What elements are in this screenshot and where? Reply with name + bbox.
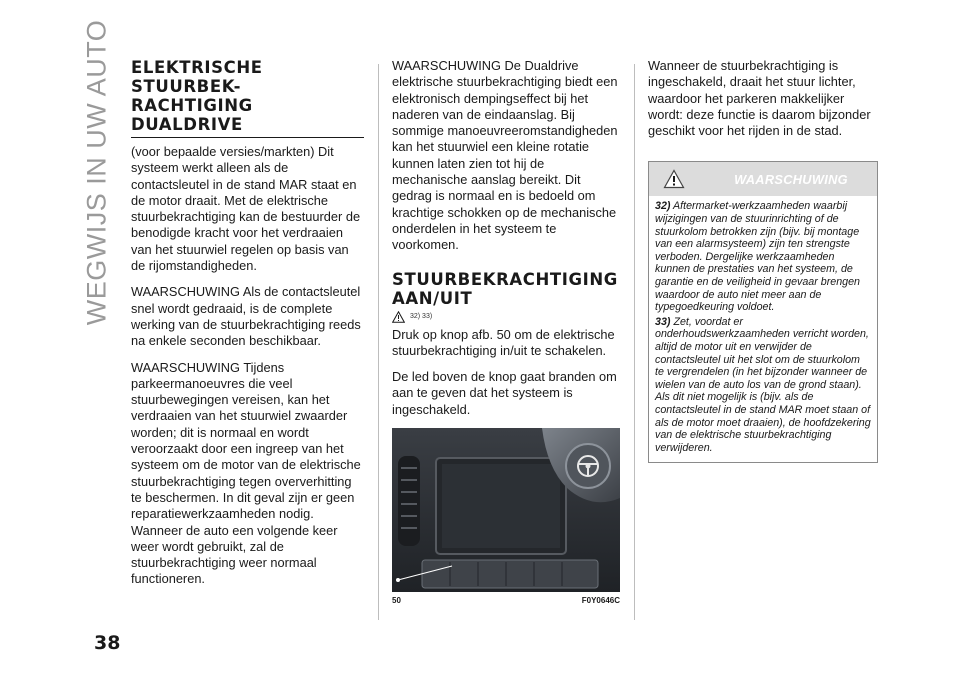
warning-item-number: 33) [655, 315, 671, 328]
paragraph: (voor bepaalde versies/markten) Dit systeem werkt alleen als de contactsleutel in de stand MAR staat en de motor draait. Met de elektrische stuurbekrachtiging kan de bestuurder de benodigde kracht voor het verdraaien van het stuurwiel regelen op basis van de rijomstandigheden. [131, 144, 361, 274]
side-tab-label: WEGWIJS IN UW AUTO [81, 19, 112, 326]
warning-item [655, 200, 871, 313]
figure-number: 50 [392, 596, 401, 606]
warning-item-text: Aftermarket-werkzaamheden waarbij wijzigingen van de stuurinrichting of de stuurkolom betrokken zijn (bijv. bij montage van een alarmsysteem) zijn ten strengste verboden. Dergelijke werkzaamheden kunnen de prestaties van het systeem, de garantie en de veiligheid in gevaar brengen waardoor de auto niet meer aan de typegoedkeuring voldoet. [655, 200, 860, 314]
reference-numbers: 32) 33) [410, 313, 433, 321]
figure-code: F0Y0646C [581, 596, 620, 606]
paragraph: WAARSCHUWING Als de contactsleutel snel wordt gedraaid, is de complete werking van de stuurbekrachtiging reeds na enkele seconden beschikbaar. [131, 284, 361, 349]
column-divider [378, 64, 379, 620]
page-number: 38 [94, 632, 121, 654]
warning-header [649, 162, 877, 196]
warning-box [648, 161, 878, 463]
paragraph: Druk op knop afb. 50 om de elektrische stuurbekrachtiging in/uit te schakelen. [392, 326, 615, 358]
section-heading-aan-uit: STUURBEKRACHTIGING AAN/UIT [392, 269, 618, 308]
dashboard-illustration [392, 428, 620, 592]
warning-triangle-icon [392, 311, 405, 323]
paragraph: De led boven de knop gaat branden om aan te geven dat het systeem is ingeschakeld. [392, 369, 617, 417]
paragraph: Wanneer de stuurbekrachtiging is ingeschakeld, draait het stuur lichter, waardoor het parkeren makkelijker wordt: deze functie is daarom bijzonder geschikt voor het rijden in de stad. [648, 58, 871, 139]
column-1 [131, 58, 364, 598]
heading-rule [131, 137, 364, 138]
warning-body [649, 196, 877, 462]
section-heading-dualdrive: ELEKTRISCHE STUURBEK- RACHTIGING DUALDRIVE [131, 58, 263, 134]
column-divider [634, 64, 635, 620]
paragraph: WAARSCHUWING Tijdens parkeermanoeuvres die veel stuurbewegingen vereisen, kan het verdraaien van het stuurwiel zwaarder worden; dit is normaal en wordt veroorzaakt door een ingreep van het systeem om de motor van de elektrische stuurbekrachtiging tegen oververhitting te beschermen. In dit geval zijn er geen reparatiewerkzaamheden nodig. Wanneer de auto een volgende keer weer wordt gebruikt, zal de stuurbekrachtiging weer normaal functioneren. [131, 359, 361, 587]
figure-caption [392, 596, 620, 605]
figure-dashboard-button [392, 428, 620, 592]
warning-triangle-icon [663, 169, 685, 189]
warning-refs [392, 311, 620, 323]
column-3 [648, 58, 878, 463]
column-2 [392, 58, 620, 605]
paragraph: WAARSCHUWING De Dualdrive elektrische stuurbekrachtiging biedt een elektronisch dempingseffect bij het naderen van de eindaanslag. Bij sommige manoeuvreeromstandigheden kan het stuurwiel een kleine rotatie kunnen laten zien tot hij de mechanische aanslag bereikt. Dit gedrag is normaal en is bedoeld om krachtige schokken op de mechanische onderdelen in het systeem te voorkomen. [392, 58, 618, 253]
warning-item-text: Zet, voordat er onderhoudswerkzaamheden verricht worden, altijd de motor uit en verwijder de contactsleutel uit het slot om de stuurkolom te vergrendelen (in het bijzonder wanneer de wielen van de auto los van de grond staan). Als dit niet mogelijk is (bijv. als de contactsleutel in de stand MAR moet staan of als de motor moet draaien), de hoofdzekering van de elektrische stuurbekrachtiging verwijderen. [655, 315, 871, 454]
side-tab [79, 19, 115, 326]
warning-item [655, 316, 871, 455]
warning-item-number: 32) [655, 200, 671, 213]
warning-title: WAARSCHUWING [734, 171, 848, 187]
